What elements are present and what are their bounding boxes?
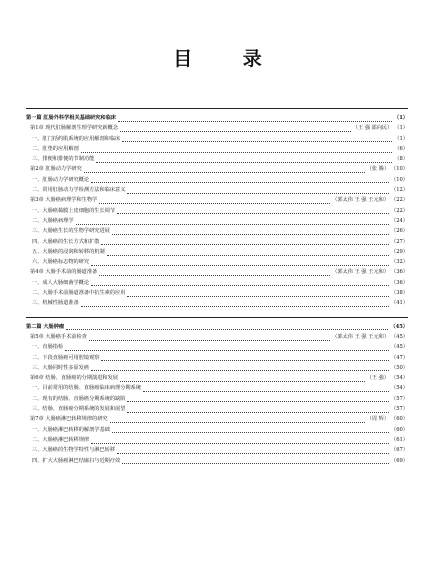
toc-section-entry[interactable] bbox=[26, 342, 408, 352]
toc-entry-author: （王 强） bbox=[366, 375, 390, 382]
toc-entry-page: （1） bbox=[394, 125, 408, 132]
toc-entry-author: （张 腾） bbox=[366, 166, 390, 173]
toc-section-entry[interactable] bbox=[26, 278, 408, 288]
toc-entry-title: 五、大肠癌的浸润和转移的机制 bbox=[32, 248, 105, 255]
dot-leader bbox=[91, 279, 389, 286]
toc-entry-title: 一、肛门括约肌系统的应用解剖和临床 bbox=[32, 135, 121, 142]
toc-section-entry[interactable] bbox=[26, 383, 408, 393]
toc-entry-title: 二、大肠癌病理学 bbox=[32, 217, 74, 224]
dot-leader bbox=[101, 354, 389, 361]
toc-section-entry[interactable] bbox=[26, 247, 408, 257]
toc-entry-author: （周 辉） bbox=[366, 416, 390, 423]
toc-entry-title: 一、成人大肠细菌学概论 bbox=[32, 279, 90, 286]
dot-leader bbox=[118, 115, 392, 122]
dot-leader bbox=[99, 197, 330, 204]
toc-entry-page: （27） bbox=[391, 238, 408, 245]
toc-entry-title: 三、机械性肠道准备 bbox=[32, 300, 79, 307]
toc-entry-title: 第6章 结肠、直肠癌的分期演进和发展 bbox=[30, 375, 118, 382]
toc-entry-title: 三、结肠、直肠癌分期系统的发展和展望 bbox=[32, 406, 126, 413]
toc-entry-title: 二、现有的结肠、直肠癌分期系统的缺陷 bbox=[32, 395, 126, 402]
toc-entry-page: （26） bbox=[391, 228, 408, 235]
toc-entry-page: （61） bbox=[391, 436, 408, 443]
toc-entry-title: 二、大肠癌淋巴转移规律 bbox=[32, 436, 90, 443]
toc-entry-page: （45） bbox=[390, 323, 408, 330]
toc-entry-title: 三、大肠癌生长的生物学研究进展 bbox=[32, 228, 110, 235]
toc-entry-page: （6） bbox=[394, 145, 408, 152]
toc-section-entry[interactable] bbox=[26, 216, 408, 226]
toc-section-entry[interactable] bbox=[26, 404, 408, 414]
toc-entry-title: 三、大肠同时性多原发癌 bbox=[32, 364, 90, 371]
toc-chapter-entry[interactable] bbox=[26, 195, 408, 205]
toc-entry-page: （36） bbox=[391, 269, 408, 276]
dot-leader bbox=[107, 249, 389, 256]
dot-leader bbox=[84, 166, 365, 173]
toc-entry-title: 第一篇 肛肠外科学相关基础研究和临床 bbox=[26, 115, 116, 121]
toc-section-entry[interactable] bbox=[26, 288, 408, 298]
dot-leader bbox=[89, 334, 330, 341]
toc-entry-title: 第4章 大肠手术前的肠道准备 bbox=[30, 269, 98, 276]
toc-entry-page: （41） bbox=[391, 300, 408, 307]
page-title: 目 录 bbox=[173, 48, 284, 70]
dot-leader bbox=[110, 416, 365, 423]
part-divider bbox=[26, 317, 408, 318]
dot-leader bbox=[127, 290, 389, 297]
toc-entry-title: 第1章 现代肛肠解剖生理学研究新概念 bbox=[30, 125, 118, 132]
toc-entry-page: （10） bbox=[391, 166, 408, 173]
toc-section-entry[interactable] bbox=[26, 435, 408, 445]
toc-entry-author: （王 强 邵向民） bbox=[352, 125, 393, 132]
table-of-contents bbox=[26, 105, 408, 466]
dot-leader bbox=[81, 300, 389, 307]
dot-leader bbox=[91, 437, 389, 444]
toc-entry-title: 六、大肠癌标志物的研究 bbox=[32, 259, 90, 266]
dot-leader bbox=[66, 323, 388, 330]
toc-section-entry[interactable] bbox=[26, 206, 408, 216]
toc-entry-page: （8） bbox=[394, 156, 408, 163]
toc-entry-page: （54） bbox=[391, 385, 408, 392]
toc-entry-page: （57） bbox=[391, 395, 408, 402]
toc-entry-title: 第2章 肛肠动力学研究 bbox=[30, 166, 82, 173]
toc-part-entry[interactable] bbox=[26, 113, 408, 123]
dot-leader bbox=[112, 228, 389, 235]
part-divider bbox=[26, 108, 408, 109]
dot-leader bbox=[91, 259, 389, 266]
toc-entry-page: （38） bbox=[391, 290, 408, 297]
dot-leader bbox=[122, 457, 389, 464]
toc-entry-title: 第二篇 大肠肿瘤 bbox=[26, 323, 65, 330]
toc-entry-page: （22） bbox=[391, 207, 408, 214]
toc-chapter-entry[interactable] bbox=[26, 164, 408, 174]
toc-entry-page: （32） bbox=[391, 259, 408, 266]
dot-leader bbox=[120, 125, 351, 132]
toc-entry-title: 一、目前常用的结肠、直肠癌临床病理分期系统 bbox=[32, 385, 141, 392]
toc-part-entry[interactable] bbox=[26, 322, 408, 332]
toc-section-entry[interactable] bbox=[26, 175, 408, 185]
toc-entry-page: （67） bbox=[391, 447, 408, 454]
toc-entry-title: 二、常用肛肠动力学检测方法和临床意义 bbox=[32, 187, 126, 194]
dot-leader bbox=[112, 426, 389, 433]
toc-entry-title: 二、肛垫的应用解剖 bbox=[32, 145, 79, 152]
toc-entry-title: 三、大肠癌的生物学特性与淋巴转移 bbox=[32, 447, 116, 454]
dot-leader bbox=[122, 135, 392, 142]
toc-entry-page: （45） bbox=[391, 333, 408, 340]
toc-section-entry[interactable] bbox=[26, 363, 408, 373]
toc-entry-author: （郭太伟 王 强 王元和） bbox=[332, 333, 390, 340]
toc-entry-page: （60） bbox=[391, 416, 408, 423]
toc-entry-title: 第5章 大肠癌手术前检查 bbox=[30, 333, 87, 340]
dot-leader bbox=[120, 375, 365, 382]
toc-entry-page: （57） bbox=[391, 406, 408, 413]
toc-chapter-entry[interactable] bbox=[26, 332, 408, 342]
toc-section-entry[interactable] bbox=[26, 425, 408, 435]
toc-entry-page: （69） bbox=[391, 457, 408, 464]
toc-section-entry[interactable] bbox=[26, 445, 408, 455]
toc-entry-page: （45） bbox=[391, 344, 408, 351]
toc-entry-page: （12） bbox=[391, 187, 408, 194]
toc-section-entry[interactable] bbox=[26, 353, 408, 363]
dot-leader bbox=[127, 395, 389, 402]
toc-entry-title: 一、大肠癌黏膜上皮细胞的生长调节 bbox=[32, 207, 116, 214]
toc-chapter-entry[interactable] bbox=[26, 373, 408, 383]
toc-entry-page: （54） bbox=[391, 375, 408, 382]
dot-leader bbox=[91, 176, 389, 183]
dot-leader bbox=[76, 218, 390, 225]
toc-entry-title: 第3章 大肠癌病理学和生物学 bbox=[30, 197, 98, 204]
toc-section-entry[interactable] bbox=[26, 134, 408, 144]
toc-entry-page: （36） bbox=[391, 279, 408, 286]
toc-section-entry[interactable] bbox=[26, 298, 408, 308]
dot-leader bbox=[96, 156, 392, 163]
dot-leader bbox=[99, 269, 330, 276]
toc-section-entry[interactable] bbox=[26, 237, 408, 247]
toc-entry-title: 一、直肠指检 bbox=[32, 344, 64, 351]
toc-chapter-entry[interactable] bbox=[26, 123, 408, 133]
toc-section-entry[interactable] bbox=[26, 154, 408, 164]
toc-entry-page: （10） bbox=[391, 176, 408, 183]
toc-section-entry[interactable] bbox=[26, 144, 408, 154]
toc-entry-title: 一、大肠癌淋巴转移的解剖学基础 bbox=[32, 426, 110, 433]
toc-entry-title: 三、排便和排便的节制功能 bbox=[32, 156, 95, 163]
toc-entry-author: （郭太伟 王 强 王元和） bbox=[332, 269, 390, 276]
dot-leader bbox=[101, 238, 389, 245]
dot-leader bbox=[117, 207, 389, 214]
toc-entry-title: 四、大肠癌的生长方式和扩散 bbox=[32, 238, 100, 245]
toc-entry-page: （29） bbox=[391, 248, 408, 255]
toc-entry-title: 二、下段直肠癌可用腔镜观察 bbox=[32, 354, 100, 361]
dot-leader bbox=[127, 187, 389, 194]
toc-entry-page: （1） bbox=[394, 135, 408, 142]
toc-entry-page: （47） bbox=[391, 354, 408, 361]
toc-entry-page: （60） bbox=[391, 426, 408, 433]
toc-chapter-entry[interactable] bbox=[26, 267, 408, 277]
toc-section-entry[interactable] bbox=[26, 185, 408, 195]
toc-entry-page: （1） bbox=[394, 115, 408, 121]
dot-leader bbox=[91, 364, 389, 371]
toc-entry-page: （50） bbox=[391, 364, 408, 371]
toc-chapter-entry[interactable] bbox=[26, 414, 408, 424]
toc-entry-page: （22） bbox=[391, 197, 408, 204]
toc-entry-title: 四、扩大大肠癌淋巴结廓扫与近期疗效 bbox=[32, 457, 121, 464]
dot-leader bbox=[65, 344, 389, 351]
dot-leader bbox=[127, 406, 389, 413]
toc-section-entry[interactable] bbox=[26, 257, 408, 267]
toc-section-entry[interactable] bbox=[26, 394, 408, 404]
toc-entry-author: （郭太伟 王 强 王元和） bbox=[332, 197, 390, 204]
dot-leader bbox=[143, 385, 389, 392]
dot-leader bbox=[81, 146, 393, 153]
toc-section-entry[interactable] bbox=[26, 456, 408, 466]
dot-leader bbox=[117, 447, 389, 454]
toc-entry-title: 二、大肠手术前肠道准备中抗生素的应用 bbox=[32, 290, 126, 297]
toc-entry-title: 第7章 大肠癌淋巴转移规律的研究 bbox=[30, 416, 108, 423]
toc-entry-page: （24） bbox=[391, 217, 408, 224]
toc-section-entry[interactable] bbox=[26, 226, 408, 236]
toc-entry-title: 一、肛肠动力学研究概论 bbox=[32, 176, 90, 183]
